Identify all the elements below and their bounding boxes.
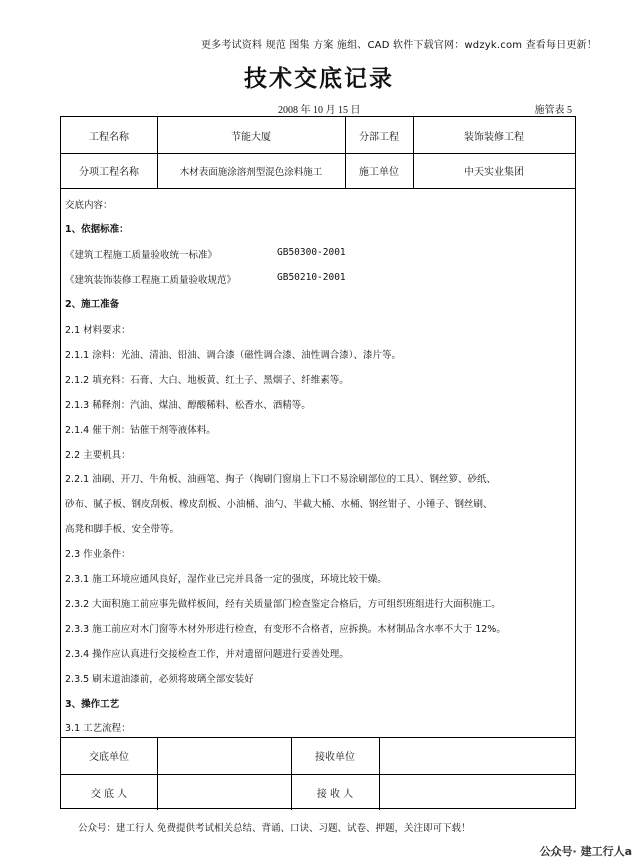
project-name-label: 工程名称 xyxy=(89,131,129,143)
paragraph: 2.1.1 涂料：光油、清油、铅油、调合漆（磁性调合漆、油性调合漆）、漆片等。 xyxy=(65,350,401,361)
col-divider xyxy=(157,737,158,810)
receiver-person-label: 接 收 人 xyxy=(316,788,354,800)
paragraph: 3.1 工艺流程： xyxy=(65,723,131,734)
record-table xyxy=(60,116,576,809)
subitem-label: 分项工程名称 xyxy=(79,167,139,178)
issuer-person-label: 交 底 人 xyxy=(90,788,128,800)
paragraph: 2.3 作业条件： xyxy=(65,549,131,560)
form-number: 施管表 5 xyxy=(534,105,572,116)
standard-name: 《建筑工程施工质量验收统一标准》 xyxy=(65,250,218,261)
header-note: 更多考试资料 规范 图集 方案 施组、CAD 软件下载官网：wdzyk.com 查看每日更新！ xyxy=(200,40,597,51)
section-heading: 1、依据标准： xyxy=(65,224,129,235)
issuer-unit-label: 交底单位 xyxy=(89,752,129,763)
contractor-label: 施工单位 xyxy=(359,167,399,178)
watermark: 公众号· 建工行人a xyxy=(539,845,632,858)
paragraph: 2.1.3 稀释剂：汽油、煤油、醇酸稀料、松香水、酒精等。 xyxy=(65,400,311,411)
paragraph: 2.2.1 油刷、开刀、牛角板、油画笔、掏子（掏刷门窗扇上下口不易涂刷部位的工具）、钢丝箩、砂纸、 xyxy=(65,474,496,485)
standard-code: GB50210-2001 xyxy=(277,272,346,283)
division-label: 分部工程 xyxy=(359,131,399,143)
paragraph: 砂布、腻子板、钢皮刮板、橡皮刮板、小油桶、油勺、半截大桶、水桶、钢丝钳子、小锤子、钢丝刷、 xyxy=(65,499,493,510)
division-value: 装饰装修工程 xyxy=(464,131,524,143)
paragraph: 2.1.4 催干剂：钴催干剂等液体料。 xyxy=(65,425,216,436)
footer-note: 公众号：建工行人 免费提供考试相关总结、背诵、口诀、习题、试卷、押题，关注即可下载！ xyxy=(78,823,471,834)
receiver-unit-label: 接收单位 xyxy=(315,752,355,763)
standard-name: 《建筑装饰装修工程施工质量验收规范》 xyxy=(65,275,237,286)
paragraph: 2.3.3 施工前应对木门窗等木材外形进行检查，有变形不合格者，应拆换。木材制品含水率不大于 12%。 xyxy=(65,624,506,635)
paragraph: 2.1.2 填充料：石膏、大白、地板黄、红土子、黑烟子、纤维素等。 xyxy=(65,375,349,386)
paragraph: 2.3.2 大面积施工前应事先做样板间，经有关质量部门检查鉴定合格后，方可组织班组进行大面积施工。 xyxy=(65,599,501,610)
content-lead: 交底内容： xyxy=(65,200,113,211)
contractor-value: 中天实业集团 xyxy=(464,167,524,178)
page-title: 技术交底记录 xyxy=(244,66,394,92)
section-heading: 2、施工准备 xyxy=(65,299,120,310)
paragraph: 2.3.4 操作应认真进行交接检查工作，并对遗留问题进行妥善处理。 xyxy=(65,649,349,660)
paragraph: 2.3.1 施工环境应通风良好，湿作业已完并具备一定的强度，环境比较干燥。 xyxy=(65,574,387,585)
col-divider xyxy=(379,737,380,810)
paragraph: 2.1 材料要求： xyxy=(65,325,131,336)
subitem-value: 木材表面施涂溶剂型混色涂料施工 xyxy=(179,166,323,178)
paragraph: 2.3.5 刷末道油漆前，必须将玻璃全部安装好 xyxy=(65,674,254,685)
record-date: 2008 年 10 月 15 日 xyxy=(278,105,361,116)
paragraph: 高凳和脚手板、安全带等。 xyxy=(65,524,180,535)
row-divider xyxy=(61,188,575,189)
section-heading: 3、操作工艺 xyxy=(65,699,120,710)
project-name-value: 节能大厦 xyxy=(231,131,271,143)
standard-code: GB50300-2001 xyxy=(277,247,346,258)
paragraph: 2.2 主要机具： xyxy=(65,450,131,461)
